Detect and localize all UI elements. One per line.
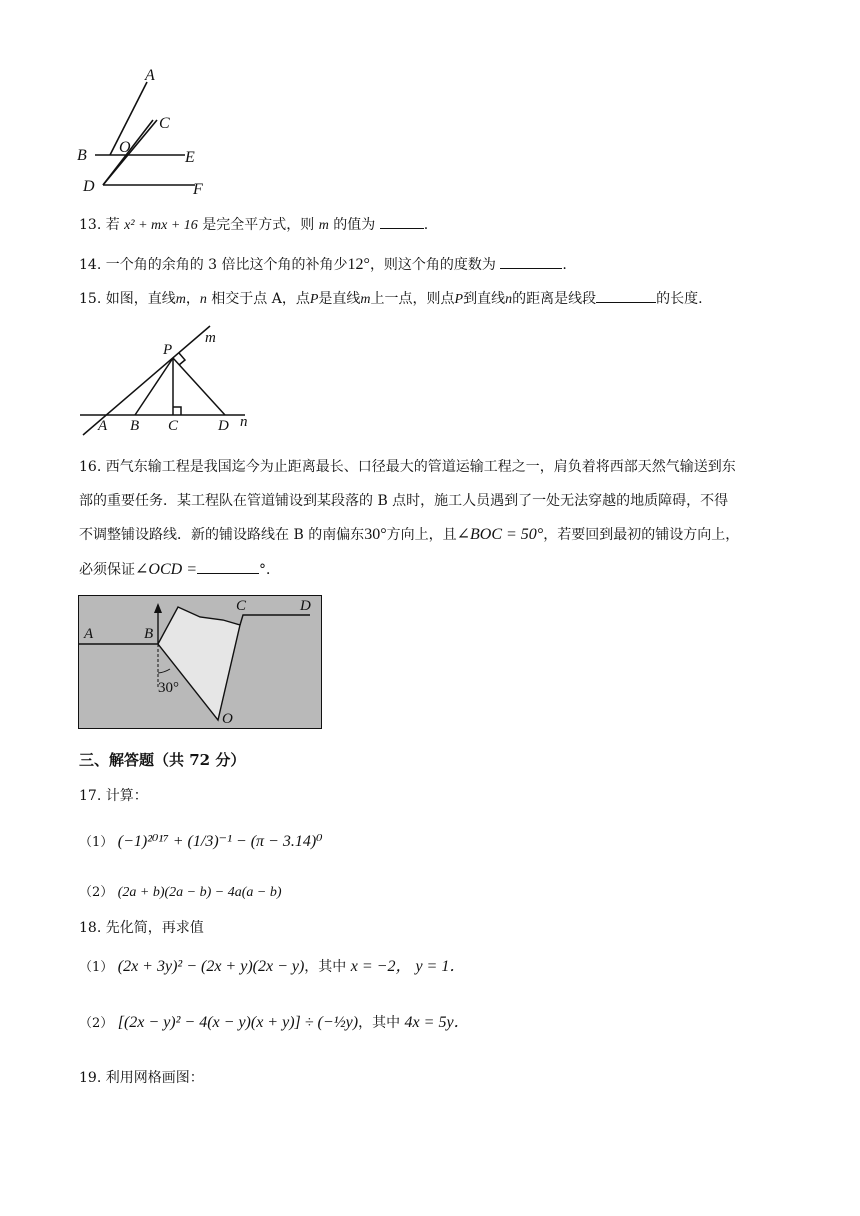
- q19-title: 利用网格画图：: [105, 1070, 204, 1086]
- fig2-label-n: n: [240, 414, 248, 430]
- q18-part1-label: （1）: [79, 960, 114, 975]
- q19-number: 19.: [79, 1070, 102, 1086]
- fig1-label-D: D: [83, 178, 95, 195]
- fig2-label-m: m: [205, 330, 216, 346]
- q15-n: n: [199, 292, 207, 307]
- question-15: [79, 288, 703, 310]
- question-14: [79, 254, 567, 275]
- fig2-label-B: B: [130, 418, 140, 434]
- q13-mid: 是完全平方式，则: [202, 217, 315, 233]
- fig3-angle-30: 30°: [158, 680, 179, 696]
- q16-line2: 部的重要任务．某工程队在管道铺设到某段落的 B 点时，施工人员遇到了一处无法穿越的地质障碍，不得: [79, 493, 729, 509]
- q15-answer-blank[interactable]: [596, 288, 656, 303]
- q18-part1-expression: (2x + 3y)² − (2x + y)(2x − y): [117, 958, 305, 975]
- q18-part1: [79, 957, 465, 978]
- q13-expression: x² + mx + 16: [124, 218, 198, 233]
- q13-post: 的值为: [333, 217, 376, 233]
- q15-t6: 的距离是线段: [512, 291, 597, 307]
- q18-number: 18.: [79, 920, 102, 936]
- q14-number: 14.: [79, 257, 102, 273]
- fig3-label-O: O: [222, 711, 233, 727]
- question-17: [79, 786, 148, 806]
- fig1-label-O: O: [119, 139, 131, 156]
- q18-part2-cond: ，其中: [358, 1015, 401, 1031]
- figure-parallel-lines: [75, 60, 225, 200]
- q16-line3b: 方向上，且: [386, 527, 457, 543]
- fig1-label-A: A: [145, 67, 155, 84]
- q18-part2-label: （2）: [79, 1016, 114, 1031]
- q18-part1-cond: ，其中: [304, 959, 347, 975]
- q16-line4a: 必须保证: [79, 562, 135, 578]
- question-16-line4: [79, 559, 280, 580]
- q15-n2: n: [505, 292, 513, 307]
- q13-var: m: [318, 218, 329, 233]
- q13-number: 13.: [79, 217, 102, 233]
- q14-text: 一个角的余角的 3 倍比这个角的补角少: [105, 257, 348, 273]
- q15-t3: 是直线: [318, 291, 361, 307]
- q14-answer-blank[interactable]: [500, 254, 562, 269]
- q17-part1-expression: (−1)²⁰¹⁷ + (1/3)⁻¹ − (π − 3.14)⁰: [117, 833, 323, 850]
- q15-t7: 的长度.: [656, 291, 703, 307]
- q13-pre: 若: [105, 217, 120, 233]
- fig1-label-E: E: [185, 149, 195, 166]
- q14-end: .: [562, 257, 567, 273]
- fig2-label-P: P: [163, 342, 173, 358]
- q17-part2: [79, 882, 282, 903]
- fig2-label-C: C: [168, 418, 179, 434]
- q17-title: 计算：: [105, 788, 148, 804]
- q16-degree: 30°: [364, 526, 387, 543]
- fig2-label-D: D: [218, 418, 229, 434]
- q17-part1: [79, 832, 323, 853]
- fig1-label-F: F: [193, 181, 203, 198]
- question-16-line1: [79, 457, 736, 477]
- q15-t4: 上一点，则点: [370, 291, 455, 307]
- q16-line1: 西气东输工程是我国迄今为止距离最长、口径最大的管道运输工程之一，肩负着将西部天然气输送到东: [105, 459, 736, 475]
- q18-part2-values: 4x = 5y．: [404, 1014, 470, 1031]
- q16-angle-ocd: ∠OCD =: [135, 561, 197, 578]
- fig3-label-C: C: [236, 598, 247, 614]
- q18-part1-values: x = −2， y = 1．: [350, 958, 466, 975]
- q15-m: m: [175, 292, 186, 307]
- q15-m2: m: [360, 292, 371, 307]
- q15-sep: ，: [185, 291, 200, 307]
- q13-end: .: [423, 217, 429, 233]
- q17-part1-label: （1）: [79, 835, 114, 850]
- question-16-line2: [79, 491, 728, 511]
- fig1-label-B: B: [77, 147, 87, 164]
- q15-number: 15.: [79, 291, 102, 307]
- q16-line4b: °．: [258, 562, 280, 578]
- q14-degree: 12°: [347, 256, 370, 273]
- q15-t2: 相交于点 A，点: [211, 291, 310, 307]
- fig3-label-D: D: [300, 598, 311, 614]
- question-13: [79, 214, 428, 236]
- q17-part2-label: （2）: [79, 885, 114, 900]
- q17-number: 17.: [79, 788, 102, 804]
- q15-P: P: [309, 292, 319, 307]
- q16-number: 16.: [79, 459, 102, 475]
- fig1-label-C: C: [159, 115, 170, 132]
- q16-answer-blank[interactable]: [197, 559, 259, 574]
- q17-part2-expression: (2a + b)(2a − b) − 4a(a − b): [117, 885, 282, 900]
- figure-pipeline: [78, 595, 323, 730]
- q16-line3a: 不调整铺设路线．新的铺设路线在 B 的南偏东: [79, 527, 365, 543]
- section-3-heading: [79, 750, 245, 770]
- question-16-line3: [79, 525, 739, 545]
- fig3-label-B: B: [144, 626, 154, 642]
- q18-part2: [79, 1013, 470, 1034]
- q16-line3c: ，若要回到最初的铺设方向上，: [543, 527, 740, 543]
- q13-answer-blank[interactable]: [380, 214, 424, 229]
- q16-angle-boc: ∠BOC = 50°: [456, 526, 544, 543]
- question-18: [79, 918, 204, 938]
- section-3-title: 三、解答题（共 72 分）: [79, 751, 246, 769]
- q15-t1: 如图，直线: [105, 291, 176, 307]
- q18-title: 先化简，再求值: [105, 920, 204, 936]
- q18-part2-expression: [(2x − y)² − 4(x − y)(x + y)] ÷ (−½y): [117, 1014, 359, 1031]
- fig3-label-A: A: [84, 626, 94, 642]
- q14-text2: ，则这个角的度数为: [369, 257, 496, 273]
- question-19: [79, 1068, 204, 1088]
- figure-perpendicular: [75, 320, 265, 440]
- q15-t5: 到直线: [463, 291, 506, 307]
- fig2-label-A: A: [98, 418, 108, 434]
- q15-P2: P: [454, 292, 464, 307]
